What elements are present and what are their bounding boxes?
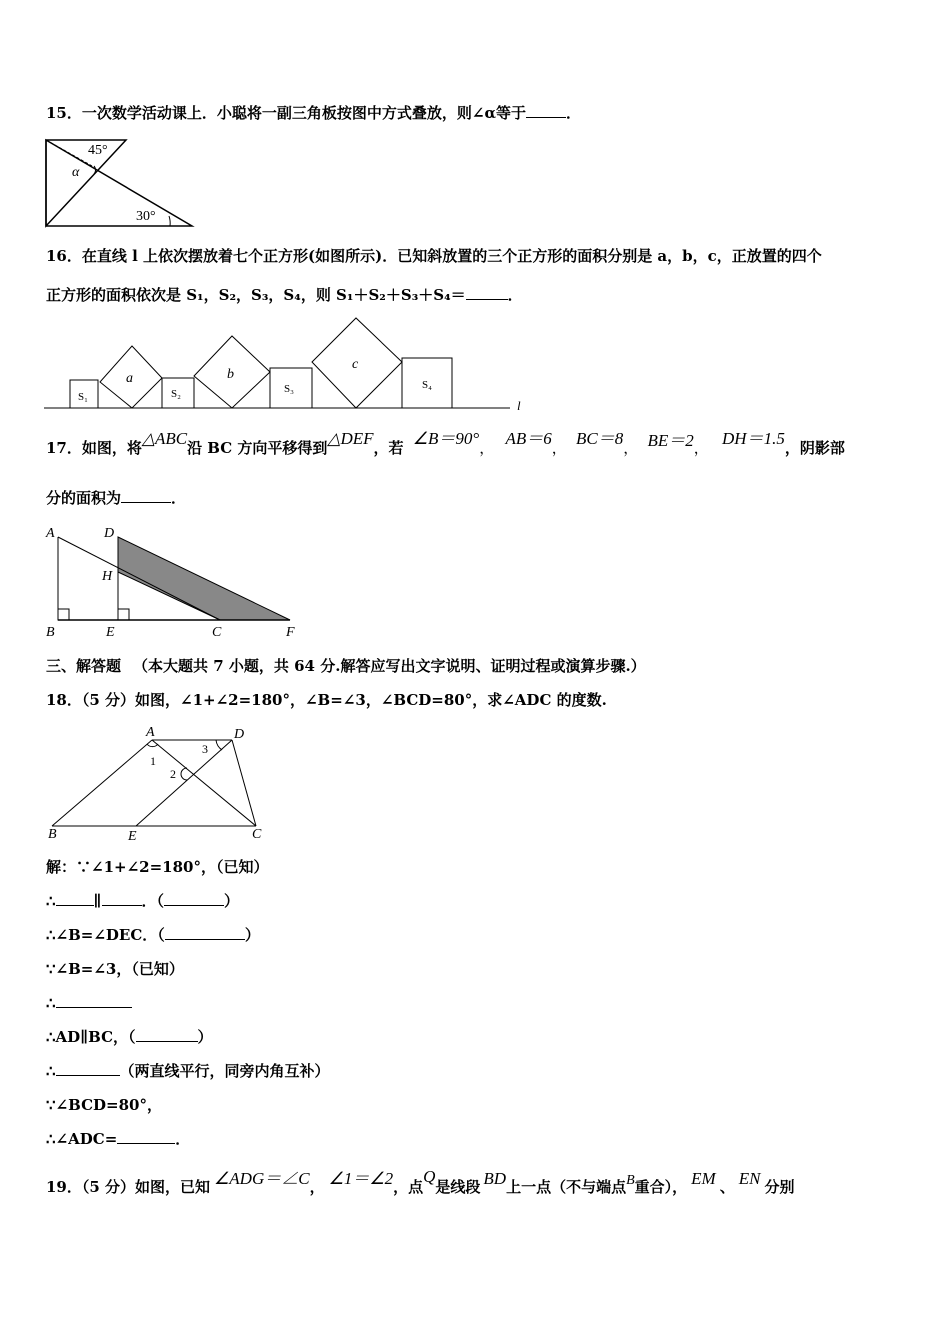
- label-A: A: [146, 725, 155, 740]
- q17-end: ．: [171, 489, 187, 507]
- sol-l6a: ∴AD∥BC，（: [46, 1028, 136, 1046]
- blank-parallel-1[interactable]: [56, 891, 94, 906]
- q15-answer-blank[interactable]: [526, 103, 566, 118]
- sol-l2a: ∴: [46, 892, 56, 910]
- q16-line2: [46, 285, 523, 305]
- sol-l7b: （两直线平行，同旁内角互补）: [119, 1062, 330, 1080]
- blank-step-7[interactable]: [56, 1061, 120, 1076]
- q19-mid2: 是线段: [435, 1178, 481, 1196]
- q19-mid3: 上一点（不与端点: [506, 1178, 627, 1196]
- q15-end: ．: [566, 104, 582, 122]
- label-1: 1: [150, 754, 156, 768]
- q19-q: Q: [423, 1167, 436, 1186]
- q19-em: EM: [691, 1169, 716, 1188]
- blank-reason-3[interactable]: [136, 1027, 198, 1042]
- q17-figure: [44, 522, 304, 642]
- right-angle-B: [58, 609, 69, 620]
- q17-mid2: ，若: [373, 439, 404, 457]
- sol-l7a: ∴: [46, 1062, 56, 1080]
- q18-figure: [44, 722, 284, 844]
- q15-label-30: 30°: [136, 209, 156, 224]
- label-A: A: [46, 526, 55, 541]
- q15-figure: [44, 138, 194, 228]
- q19-mid1: ，点: [393, 1178, 424, 1196]
- sol-l2c: ．（: [141, 892, 165, 910]
- label-s3: S₃: [284, 383, 294, 395]
- q15-30-arc: [169, 216, 170, 226]
- blank-step-5[interactable]: [56, 993, 132, 1008]
- sol-l2d: ）: [224, 892, 240, 910]
- sol-line8: ∵∠BCD=80°，: [46, 1096, 162, 1114]
- q15-label-alpha: α: [72, 165, 80, 180]
- blank-reason-1[interactable]: [164, 891, 224, 906]
- sol-l5a: ∴: [46, 994, 56, 1012]
- sol-line6: [46, 1027, 213, 1047]
- sol-l2b: ∥: [93, 892, 102, 910]
- arc-2: [181, 768, 187, 780]
- q17-suffix: ，阴影部: [784, 439, 845, 457]
- q16-line1: 16．在直线 l 上依次摆放着七个正方形(如图所示)．已知斜放置的三个正方形的面积分别是 a，b，c，正放置的四个: [46, 247, 822, 265]
- label-s1: S₁: [78, 391, 88, 403]
- segment-DE: [136, 740, 232, 826]
- label-s2: S₂: [171, 388, 181, 400]
- sol-line2: [46, 891, 239, 911]
- sol-line3: [46, 925, 260, 945]
- blank-reason-2[interactable]: [165, 925, 245, 940]
- q15-triangle-45: [46, 140, 126, 226]
- q15-stem: 15．一次数学活动课上．小聪将一副三角板按图中方式叠放，则∠α等于: [46, 104, 526, 122]
- label-H: H: [102, 569, 113, 584]
- q19-sep1: ，: [309, 1178, 325, 1196]
- q17-cond-ab: AB＝6: [505, 429, 552, 448]
- q17-line2-text: 分的面积为: [46, 489, 122, 507]
- label-B: B: [48, 827, 57, 842]
- label-E: E: [106, 625, 115, 640]
- arc-1: [147, 744, 158, 747]
- q17-line2: [46, 488, 186, 508]
- q16-stem: 正方形的面积依次是 S₁，S₂，S₃，S₄，则 S₁＋S₂＋S₃＋S₄＝: [46, 286, 466, 304]
- segment-AB: [52, 740, 152, 826]
- q19-b: B: [626, 1173, 635, 1188]
- q17-mid1: 沿 BC 方向平移得到: [187, 439, 328, 457]
- q16-end: ．: [507, 286, 523, 304]
- sol-l6b: ）: [197, 1028, 213, 1046]
- label-D: D: [104, 526, 115, 541]
- q19-cond2: ∠1＝∠2: [328, 1169, 394, 1188]
- q19-prefix: 19．（5 分）如图，已知: [46, 1178, 211, 1196]
- sol-line5: [46, 993, 132, 1013]
- label-C: C: [252, 827, 262, 842]
- label-F: F: [286, 625, 295, 640]
- label-a: a: [126, 371, 133, 386]
- q17-line1: 17．如图，将△ABC沿 BC 方向平移得到△DEF，若 ∠B＝90°， AB＝6， BC＝8， BE＝2， DH＝1.5，阴影部: [46, 429, 845, 457]
- blank-answer-adc[interactable]: [117, 1129, 175, 1144]
- label-b: b: [227, 367, 234, 382]
- q19-suffix: 分别: [764, 1178, 795, 1196]
- q18-text: 18．（5 分）如图，∠1+∠2=180°，∠B=∠3，∠BCD=80°，求∠ADC 的度数.: [46, 691, 607, 709]
- q17-cond-b: ∠B＝90°: [412, 429, 480, 448]
- q17-prefix: 17．如图，将: [46, 439, 142, 457]
- section3-note: （本大题共 7 小题，共 64 分.解答应写出文字说明、证明过程或演算步骤.）: [133, 657, 646, 675]
- arc-3: [216, 740, 222, 750]
- label-l: l: [517, 398, 521, 413]
- q15-dashed-line: [46, 140, 92, 166]
- sol-line4: ∵∠B=∠3，（已知）: [46, 960, 184, 978]
- q16-answer-blank[interactable]: [466, 285, 508, 300]
- label-c: c: [352, 357, 359, 372]
- q15-label-45: 45°: [88, 143, 108, 158]
- q17-cond-dh: DH＝1.5: [722, 429, 785, 448]
- label-B: B: [46, 625, 55, 640]
- q19-line1: [46, 1167, 795, 1199]
- right-angle-E: [118, 609, 129, 620]
- sol-l9b: ．: [175, 1130, 191, 1148]
- q17-tri-def: △DEF: [327, 429, 374, 448]
- q19-mid4: 重合），: [634, 1178, 688, 1196]
- sol-l9a: ∴∠ADC=: [46, 1130, 118, 1148]
- q16-figure: [44, 316, 524, 412]
- label-E: E: [128, 829, 137, 844]
- shaded-region: [118, 537, 290, 620]
- q17-answer-blank[interactable]: [121, 488, 171, 503]
- label-2: 2: [170, 767, 176, 781]
- q17-cond-bc: BC＝8: [576, 429, 624, 448]
- blank-parallel-2[interactable]: [102, 891, 142, 906]
- sol-line7: [46, 1061, 330, 1081]
- label-s4: S₄: [422, 379, 432, 391]
- sol-l3b: ）: [244, 926, 260, 944]
- q19-en: EN: [738, 1169, 761, 1188]
- sol-line9: [46, 1129, 190, 1149]
- label-D: D: [234, 727, 245, 742]
- q17-tri-abc: △ABC: [141, 429, 188, 448]
- label-3: 3: [202, 742, 208, 756]
- q19-bd: BD: [483, 1169, 507, 1188]
- label-C: C: [212, 625, 222, 640]
- sol-l3a: ∴∠B=∠DEC．（: [46, 926, 165, 944]
- sol-line1: 解：∵∠1+∠2=180°，（已知）: [46, 858, 269, 876]
- q15-text: [46, 103, 581, 123]
- section3-title: 三、解答题: [46, 657, 122, 675]
- section3-header: [46, 656, 646, 676]
- q19-cond1: ∠ADG＝∠C: [214, 1169, 310, 1188]
- q19-sep2: 、: [719, 1178, 735, 1196]
- segment-DC: [232, 740, 256, 826]
- q15-alpha-arc: [94, 166, 96, 174]
- q17-cond-be: BE＝2: [647, 431, 694, 450]
